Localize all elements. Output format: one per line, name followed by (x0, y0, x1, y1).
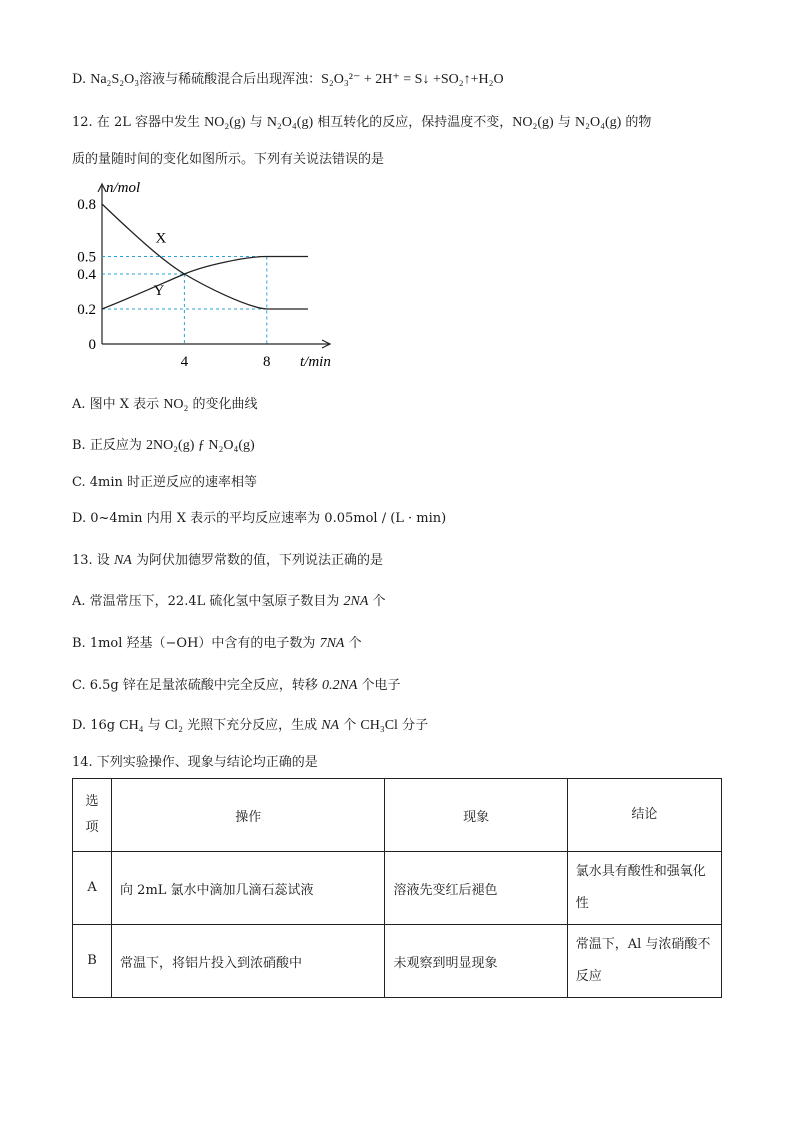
row-operation: 常温下，将铝片投入到浓硝酸中 (112, 925, 385, 998)
text-segment: 为阿伏加德罗常数的值，下列说法正确的是 (131, 553, 383, 568)
formula-n2o4g: N₂O₄(g) (266, 115, 314, 130)
x-tick-label: 4 (180, 354, 189, 370)
experiment-table (72, 778, 722, 998)
option-text: 个 (339, 718, 361, 733)
option-text: 光照下充分反应，生成 (182, 718, 322, 733)
y-tick-label: 0.5 (77, 249, 96, 266)
question-14-stem (72, 753, 318, 773)
option-text: 的变化曲线 (188, 397, 258, 412)
text-segment: 与 (553, 115, 575, 130)
row-phenomenon: 溶液先变红后褪色 (385, 852, 567, 925)
option-text: C. 6.5g 锌在足量浓硫酸中完全反应，转移 (72, 678, 323, 693)
option-text: 个电子 (357, 678, 401, 693)
header-option: 选 项 (73, 779, 112, 852)
symbol-02na: 0.2NA (322, 678, 358, 693)
option-text: 与 (143, 718, 165, 733)
row-operation: 向 2mL 氯水中滴加几滴石蕊试液 (112, 852, 385, 925)
q13-option-a[interactable] (72, 592, 386, 612)
question-12-line2 (72, 150, 384, 170)
q12-option-a[interactable] (72, 395, 258, 415)
text-segment: 13. 设 (72, 553, 114, 568)
symbol-na: NA (113, 553, 132, 568)
question-12-stem: 12. 在 2L 容器中发生 (72, 115, 205, 130)
row-option: B (73, 925, 112, 998)
question-13-stem (72, 551, 383, 571)
table-header-row (73, 779, 722, 852)
option-text: 溶液与稀硫酸混合后出现浑浊： (139, 72, 322, 87)
x-tick-label: 8 (263, 354, 271, 370)
header-conclusion: 结论 (567, 779, 721, 852)
text-segment: 相互转化的反应，保持温度不变， (313, 115, 513, 130)
question-12-line1 (72, 113, 651, 133)
symbol-na: NA (321, 718, 340, 733)
row-conclusion: 氯水具有酸性和强氧化性 (567, 852, 721, 925)
option-text: A. 图中 X 表示 (72, 397, 164, 412)
row-phenomenon: 未观察到明显现象 (385, 925, 567, 998)
formula-ch3cl: CH₃Cl (360, 718, 398, 733)
series-line-y (102, 257, 308, 310)
x-axis-label: t/min (300, 354, 331, 370)
table-row[interactable] (73, 925, 722, 998)
option-text: 分子 (397, 718, 429, 733)
y-tick-label: 0 (88, 337, 96, 353)
header-operation: 操作 (112, 779, 385, 852)
formula-equilibrium: 2NO₂(g) ƒ N₂O₄(g) (145, 438, 255, 453)
formula-no2g: NO₂(g) (204, 115, 246, 130)
formula-no2g: NO₂(g) (512, 115, 554, 130)
q13-option-d[interactable] (72, 716, 428, 736)
reaction-equation: S₂O₃²⁻ + 2H⁺ = S↓ +SO₂↑+H₂O (321, 72, 504, 87)
series-label-y: Y (153, 283, 165, 299)
series-label-x: X (155, 230, 167, 247)
text-segment: 与 (245, 115, 267, 130)
row-conclusion: 常温下，Al 与浓硝酸不反应 (567, 925, 721, 998)
symbol-2na: 2NA (343, 594, 369, 609)
q12-option-c[interactable] (72, 473, 257, 493)
option-text: 个 (344, 636, 362, 651)
text-segment: 14. 下列实验操作、现象与结论均正确的是 (72, 755, 318, 770)
q12-option-b[interactable] (72, 436, 255, 456)
y-tick-label: 0.4 (77, 267, 96, 283)
q13-option-b[interactable] (72, 634, 362, 654)
symbol-7na: 7NA (319, 636, 345, 651)
y-tick-label: 0.2 (77, 302, 96, 318)
formula-no2: NO₂ (163, 397, 189, 412)
formula-cl2: Cl₂ (164, 718, 183, 733)
table-row[interactable] (73, 852, 722, 925)
q13-option-c[interactable] (72, 676, 401, 696)
mol-time-chart (60, 178, 360, 378)
option-text: D. 16g (72, 718, 120, 733)
text-segment: 质的量随时间的变化如图所示。下列有关说法错误的是 (72, 152, 385, 167)
formula-na2s2o3: Na₂S₂O₃ (90, 72, 140, 87)
prev-option-d (72, 70, 504, 90)
option-text: B. 正反应为 (72, 438, 146, 453)
y-tick-label: 0.8 (77, 197, 96, 213)
option-text: 个 (368, 594, 386, 609)
option-label: D. (72, 72, 91, 87)
row-option: A (73, 852, 112, 925)
text-segment: 的物 (621, 115, 652, 130)
header-phenomenon: 现象 (385, 779, 567, 852)
formula-n2o4g: N₂O₄(g) (574, 115, 622, 130)
q12-option-d[interactable] (72, 509, 446, 529)
option-text: C. 4min 时正逆反应的速率相等 (72, 475, 258, 490)
option-text: A. 常温常压下，22.4L 硫化氢中氢原子数目为 (72, 594, 344, 609)
option-text: D. 0~4min 内用 X 表示的平均反应速率为 0.05mol / (L · min) (72, 511, 447, 526)
option-text: B. 1mol 羟基（−OH）中含有的电子数为 (72, 636, 320, 651)
y-axis-label: n/mol (106, 180, 141, 196)
formula-ch4: CH₄ (119, 718, 144, 733)
